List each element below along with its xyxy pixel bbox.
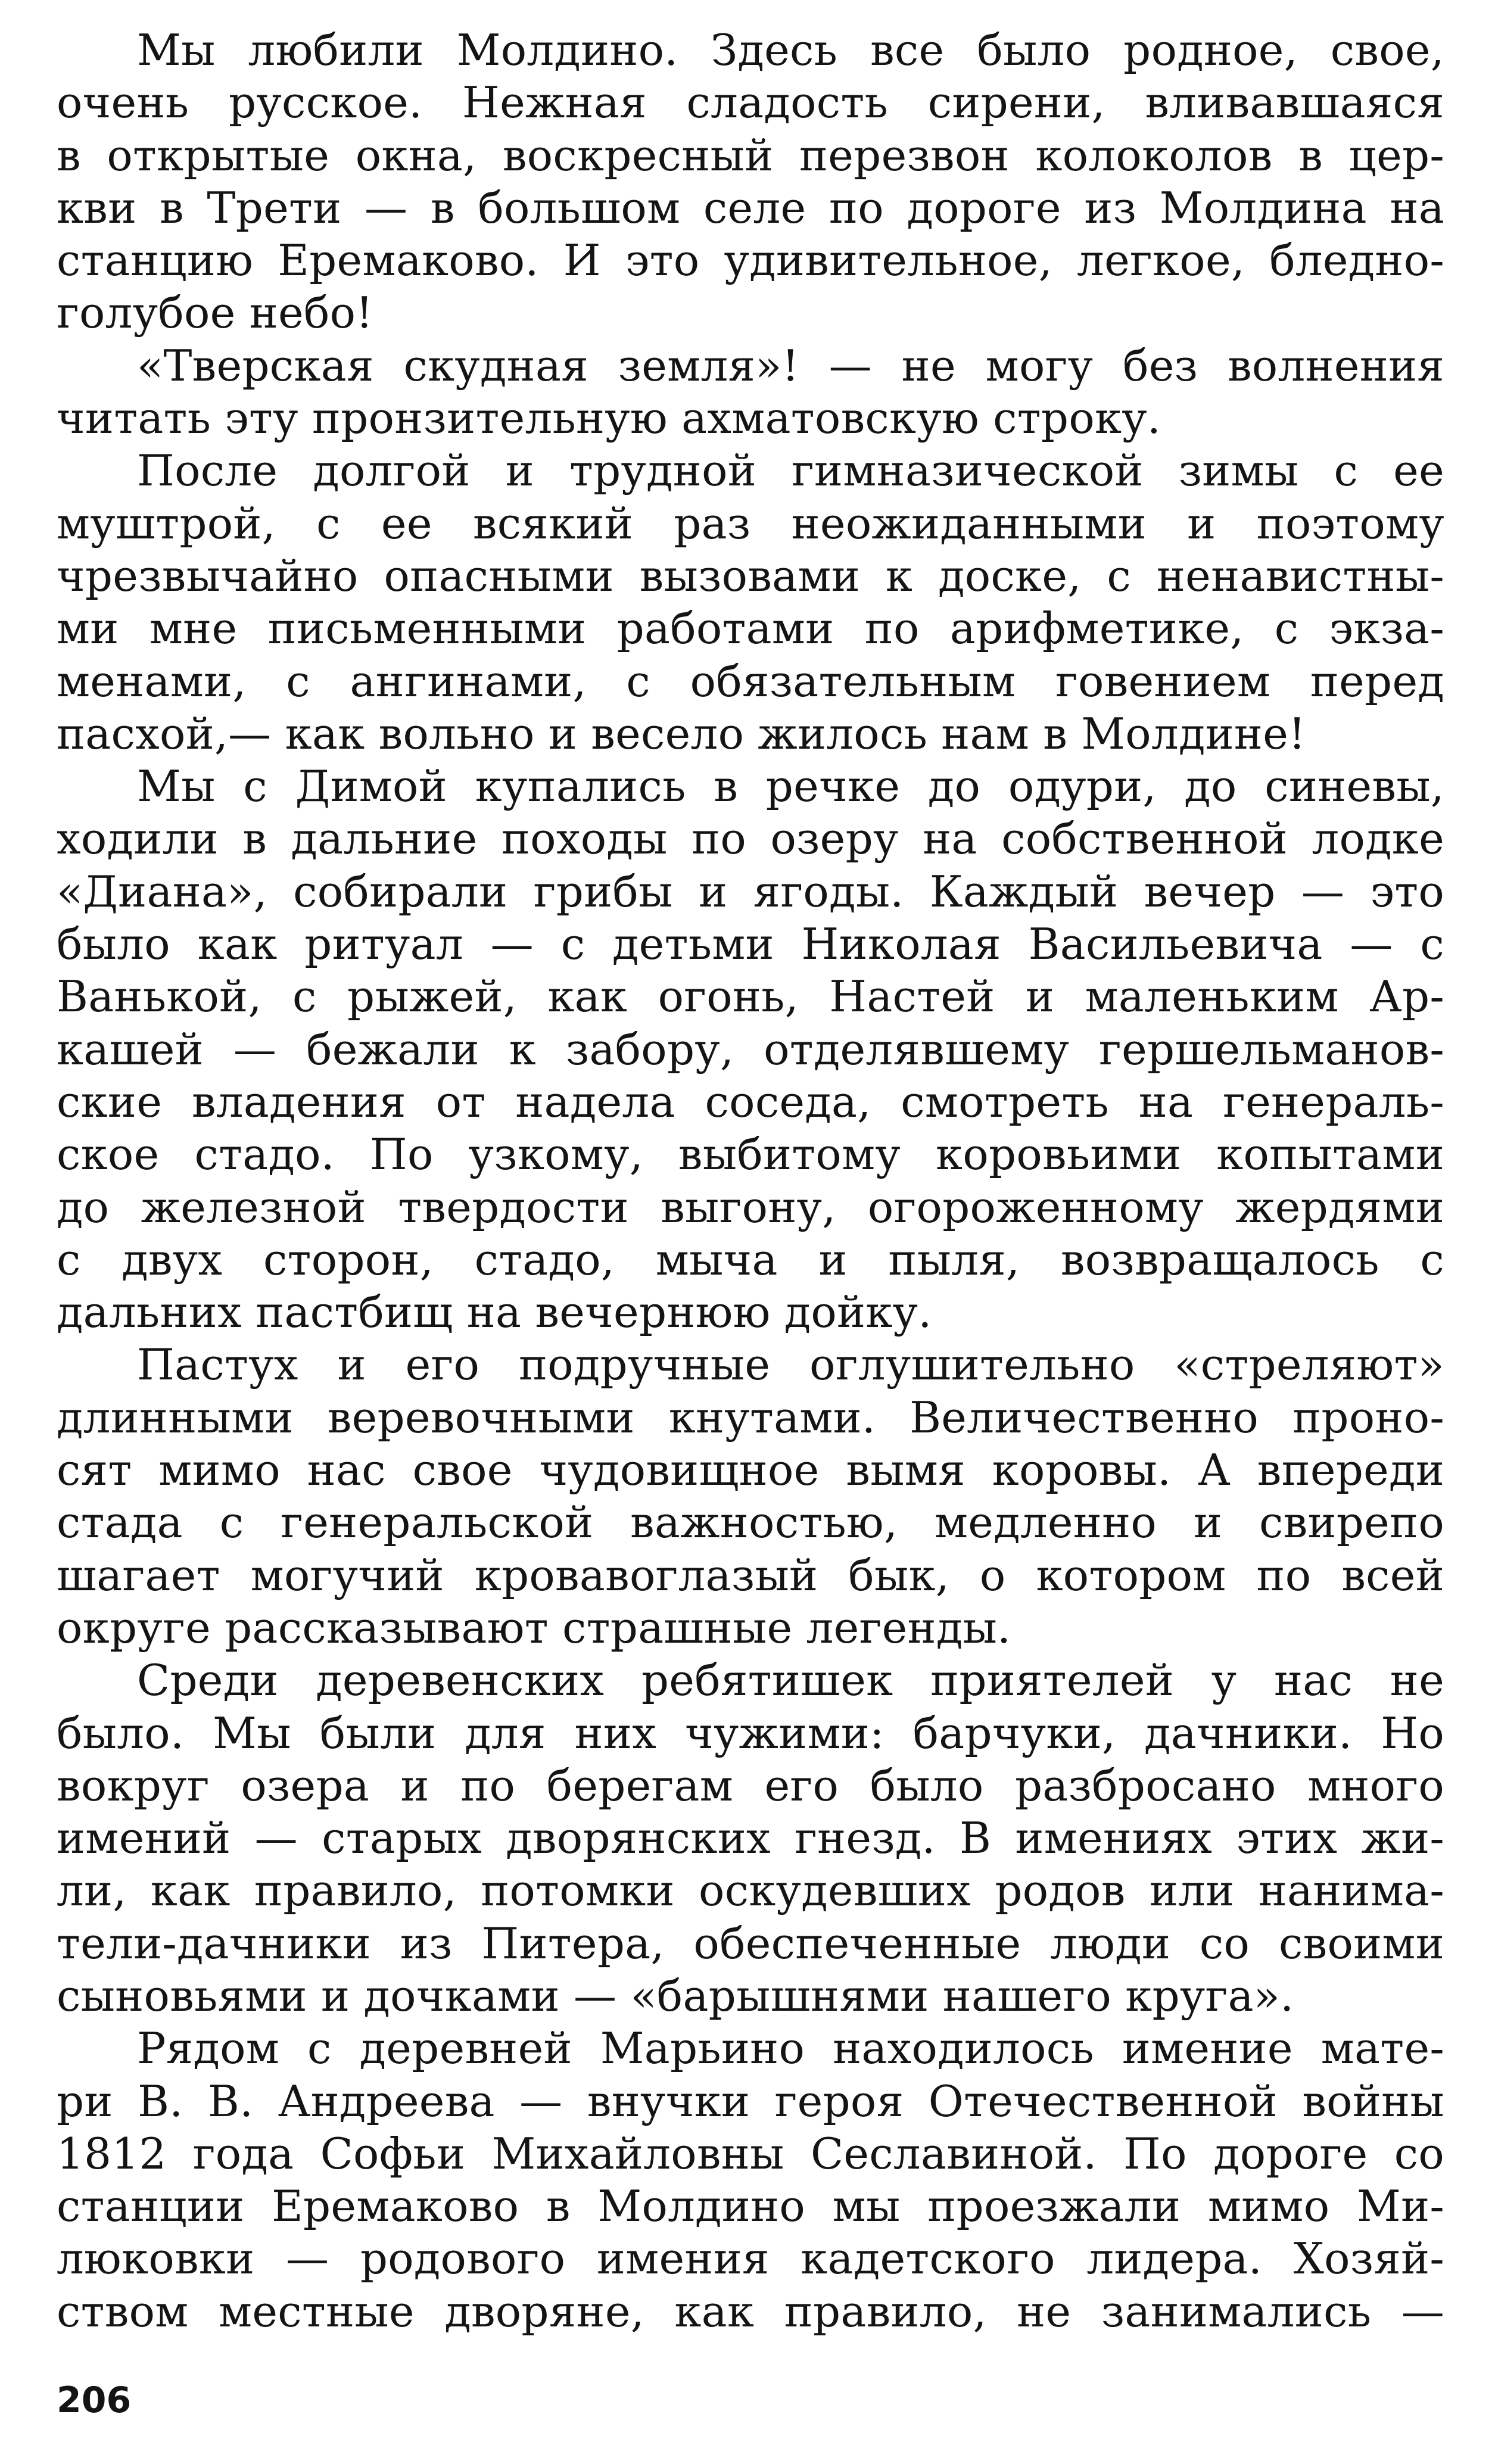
- text-line: очень русское. Нежная сладость сирени, вливавшаяся: [57, 77, 1444, 128]
- text-line: в открытые окна, воскресный перезвон колоколов в цер-: [57, 130, 1444, 180]
- text-line: шагает могучий кровавоглазый бык, о котором по всей: [57, 1550, 1444, 1600]
- text-line: люковки — родового имения кадетского лидера. Хозяй-: [57, 2234, 1444, 2284]
- text-line: было. Мы были для них чужими: барчуки, дачники. Но: [57, 1708, 1444, 1758]
- text-line: читать эту пронзительную ахматовскую строку.: [57, 393, 1161, 444]
- text-line: сят мимо нас свое чудовищное вымя коровы. А впереди: [57, 1445, 1444, 1496]
- paragraph: [57, 444, 1444, 760]
- text-line: сыновьями и дочками — «барышнями нашего круга».: [57, 1970, 1294, 2021]
- page-number: 206: [57, 2379, 132, 2421]
- text-line: Мы любили Молдино. Здесь все было родное, свое,: [137, 25, 1444, 75]
- text-line: голубое небо!: [57, 288, 373, 338]
- text-line: длинными веревочными кнутами. Величественно проно-: [57, 1392, 1444, 1443]
- text-line: «Тверская скудная земля»! — не могу без волнения: [137, 340, 1444, 391]
- text-line: Мы с Димой купались в речке до одури, до синевы,: [137, 761, 1444, 812]
- paragraph: [57, 339, 1444, 445]
- text-line: 1812 года Софьи Михайловны Сеславиной. По дороге со: [57, 2128, 1444, 2179]
- text-line: кашей — бежали к забору, отделявшему гершельманов-: [57, 1024, 1444, 1074]
- paragraph: [57, 760, 1444, 1338]
- text-column: [57, 24, 1444, 2338]
- text-line: Пастух и его подручные оглушительно «стреляют»: [137, 1340, 1444, 1390]
- text-line: муштрой, с ее всякий раз неожиданными и поэтому: [57, 498, 1444, 549]
- text-line: дальних пастбищ на вечернюю дойку.: [57, 1287, 932, 1338]
- book-page: [57, 24, 1444, 2436]
- text-line: ходили в дальние походы по озеру на собственной лодке: [57, 814, 1444, 864]
- paragraph: [57, 1338, 1444, 1654]
- text-line: было как ритуал — с детьми Николая Васильевича — с: [57, 919, 1444, 970]
- text-line: Рядом с деревней Марьино находилось имение мате-: [137, 2023, 1444, 2074]
- text-line: Ванькой, с рыжей, как огонь, Настей и маленьким Ар-: [57, 971, 1444, 1022]
- text-line: После долгой и трудной гимназической зимы с ее: [137, 446, 1444, 496]
- paragraph: [57, 2022, 1444, 2338]
- text-line: ские владения от надела соседа, смотреть на генераль-: [57, 1076, 1444, 1127]
- text-line: стада с генеральской важностью, медленно и свирепо: [57, 1497, 1444, 1548]
- text-line: станции Еремаково в Молдино мы проезжали мимо Ми-: [57, 2181, 1444, 2232]
- text-line: Среди деревенских ребятишек приятелей у нас не: [137, 1655, 1444, 1706]
- text-line: ством местные дворяне, как правило, не занимались —: [57, 2286, 1444, 2337]
- text-line: «Диана», собирали грибы и ягоды. Каждый вечер — это: [57, 866, 1444, 917]
- text-line: кви в Трети — в большом селе по дороге из Молдина на: [57, 182, 1444, 233]
- text-line: до железной твердости выгону, огороженному жердями: [57, 1182, 1444, 1232]
- paragraph: [57, 1654, 1444, 2022]
- text-line: станцию Еремаково. И это удивительное, легкое, бледно-: [57, 235, 1444, 286]
- paragraph: [57, 24, 1444, 339]
- text-line: ли, как правило, потомки оскудевших родов или нанима-: [57, 1865, 1444, 1916]
- text-line: менами, с ангинами, с обязательным говением перед: [57, 656, 1444, 706]
- text-line: ри В. В. Андреева — внучки героя Отечественной войны: [57, 2076, 1444, 2126]
- text-line: с двух сторон, стадо, мыча и пыля, возвращалось с: [57, 1234, 1444, 1285]
- text-line: округе рассказывают страшные легенды.: [57, 1602, 1011, 1653]
- text-line: чрезвычайно опасными вызовами к доске, с ненавистны-: [57, 550, 1444, 601]
- text-line: тели-дачники из Питера, обеспеченные люди со своими: [57, 1918, 1444, 1968]
- text-line: имений — старых дворянских гнезд. В имениях этих жи-: [57, 1813, 1444, 1864]
- text-line: вокруг озера и по берегам его было разбросано много: [57, 1760, 1444, 1811]
- text-line: ми мне письменными работами по арифметике, с экза-: [57, 603, 1444, 654]
- text-line: пасхой,— как вольно и весело жилось нам в Молдине!: [57, 708, 1306, 759]
- text-line: ское стадо. По узкому, выбитому коровьими копытами: [57, 1129, 1444, 1180]
